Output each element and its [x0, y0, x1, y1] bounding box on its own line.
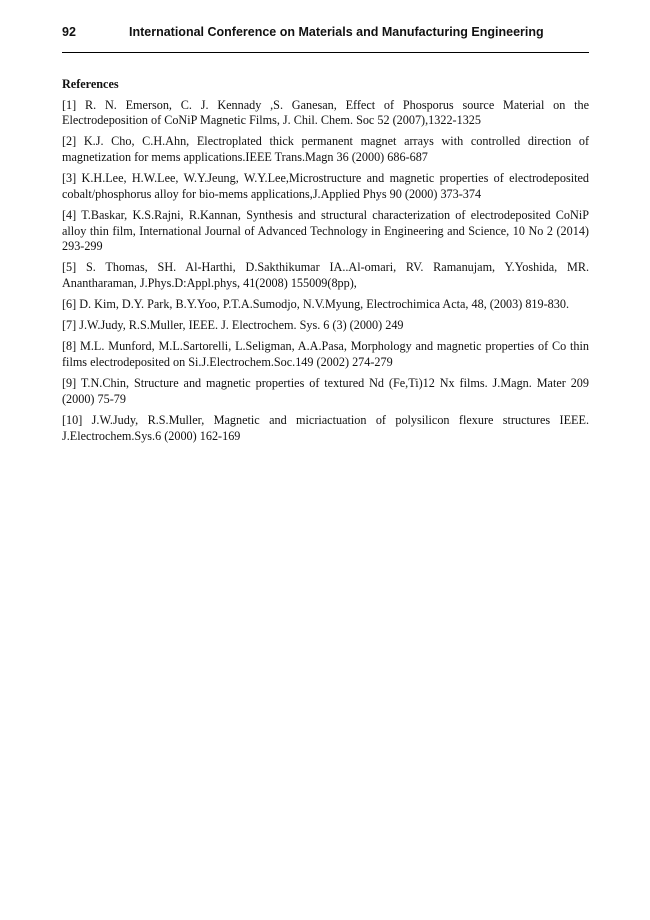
running-title: International Conference on Materials and Manufacturing Engineering: [129, 25, 544, 39]
reference-item: [5] S. Thomas, SH. Al-Harthi, D.Sakthikumar IA..Al-omari, RV. Ramanujam, Y.Yoshida, MR. Anantharaman, J.Phys.D:Appl.phys, 41(2008) 155009(8pp),: [62, 260, 589, 290]
reference-item: [7] J.W.Judy, R.S.Muller, IEEE. J. Electrochem. Sys. 6 (3) (2000) 249: [62, 318, 404, 333]
reference-item: [1] R. N. Emerson, C. J. Kennady ,S. Ganesan, Effect of Phosporus source Material on the Electrodeposition of CoNiP Magnetic Films, J. Chil. Chem. Soc 52 (2007),1322-1325: [62, 97, 589, 128]
reference-item: [3] K.H.Lee, H.W.Lee, W.Y.Jeung, W.Y.Lee,Microstructure and magnetic properties of electrodeposited cobalt/phosphorus alloy for bio-mems applications,J.Applied Phys 90 (2000) 373-374: [62, 171, 589, 201]
reference-item: [6] D. Kim, D.Y. Park, B.Y.Yoo, P.T.A.Sumodjo, N.V.Myung, Electrochimica Acta, 48, (2003) 819-830.: [62, 297, 570, 312]
page-number: 92: [62, 25, 76, 39]
reference-item: [8] M.L. Munford, M.L.Sartorelli, L.Seligman, A.A.Pasa, Morphology and magnetic properties of Co thin films electrodeposited on Si.J.Electrochem.Soc.149 (2002) 274-279: [62, 339, 589, 370]
references-section: [62, 77, 589, 450]
reference-item: [4] T.Baskar, K.S.Rajni, R.Kannan, Synthesis and structural characterization of electrodeposited CoNiP alloy thin film, International Journal of Advanced Technology in Engineering and Science, 10 No 2 (2014) 293-299: [62, 207, 589, 254]
reference-list: [62, 98, 589, 445]
page-header: [62, 24, 589, 53]
references-heading: References: [62, 77, 119, 91]
reference-item: [2] K.J. Cho, C.H.Ahn, Electroplated thick permanent magnet arrays with controlled direction of magnetization for mems applications.IEEE Trans.Magn 36 (2000) 686-687: [62, 134, 589, 164]
reference-item: [10] J.W.Judy, R.S.Muller, Magnetic and micriactuation of polysilicon flexure structures IEEE. J.Electrochem.Sys.6 (2000) 162-169: [62, 413, 589, 443]
reference-item: [9] T.N.Chin, Structure and magnetic properties of textured Nd (Fe,Ti)12 Nx films. J.Magn. Mater 209 (2000) 75-79: [62, 376, 589, 406]
